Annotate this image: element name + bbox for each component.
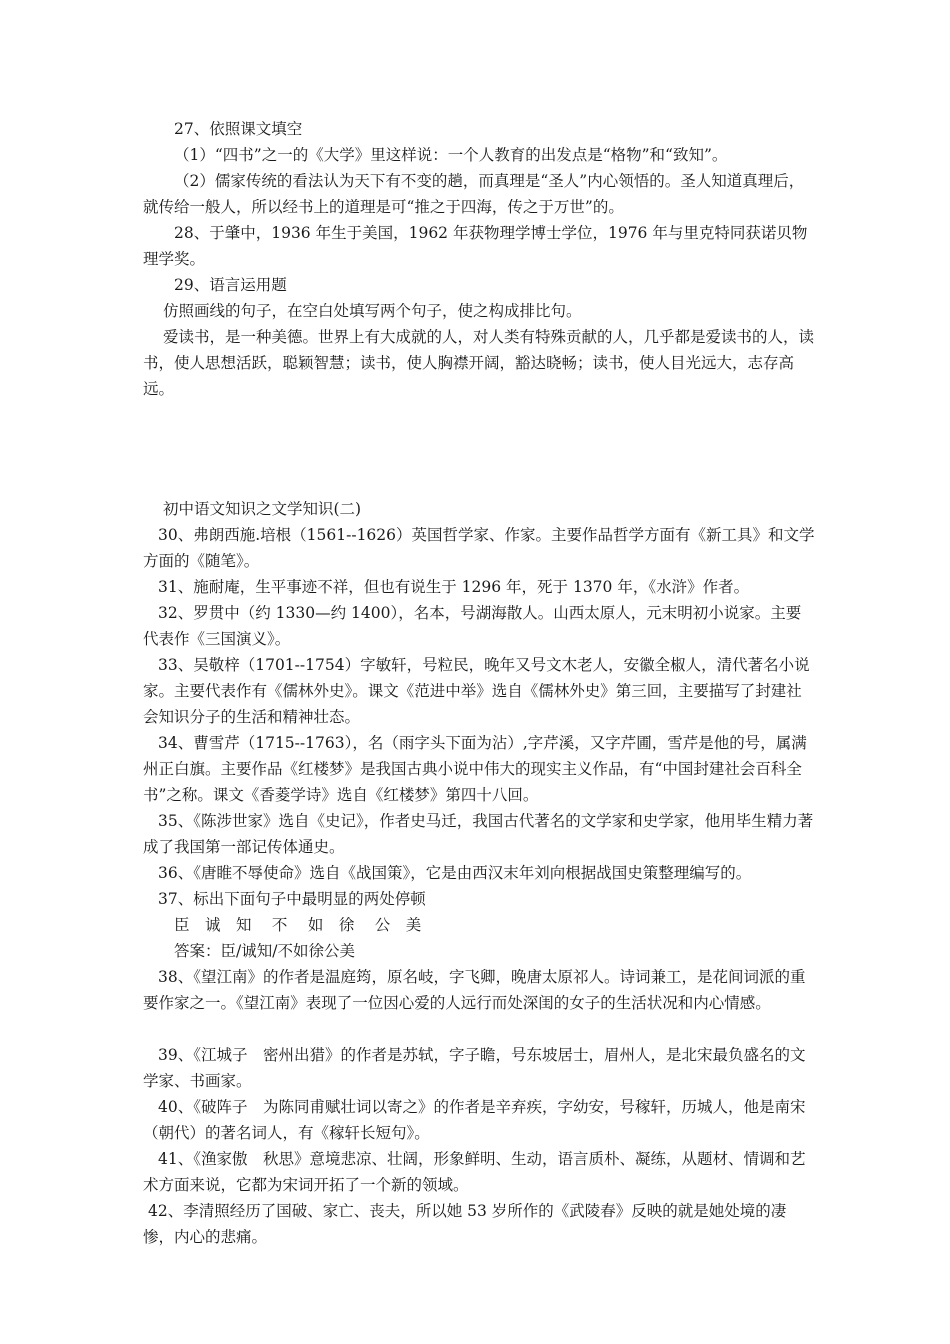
section-heading: 初中语文知识之文学知识(二) [163,500,362,518]
q33-paragraph: 33、吴敬梓（1701--1754）字敏轩，号粒民，晚年又号文木老人，安徽全椒人，清代著名小说家。主要代表作有《儒林外史》。课文《范进中举》选自《儒林外史》第三回，主要描写了封建社会知识分子的生活和精神壮态。 [143,656,810,726]
q35-paragraph: 35、《陈涉世家》选自《史记》，作者史马迁，我国古代著名的文学家和史学家，他用毕生精力著成了我国第一部记传体通史。 [143,812,814,856]
q37-sentence: 臣 诚 知 不 如 徐 公 美 [174,916,422,934]
q39-paragraph: 39、《江城子 密州出猎》的作者是苏轼，字子瞻，号东坡居士，眉州人，是北宋最负盛名的文学家、书画家。 [143,1046,806,1090]
q37-title: 37、标出下面句子中最明显的两处停顿 [158,890,426,908]
q29-instruction: 仿照画线的句子，在空白处填写两个句子，使之构成排比句。 [163,302,582,320]
q32-paragraph: 32、罗贯中（约 1330—约 1400），名本，号湖海散人。山西太原人，元末明初小说家。主要代表作《三国演义》。 [143,604,802,648]
q27-title: 27、依照课文填空 [174,120,303,138]
q29-title: 29、语言运用题 [174,276,287,294]
q28-paragraph: 28、于肇中，1936 年生于美国，1962 年获物理学博士学位，1976 年与里克特同获诺贝物理学奖。 [143,224,808,268]
q37-answer: 答案：臣/诚知/不如徐公美 [174,942,355,960]
q40-paragraph: 40、《破阵子 为陈同甫赋壮词以寄之》的作者是辛弃疾，字幼安，号稼轩，历城人，他是南宋（朝代）的著名词人，有《稼轩长短句》。 [143,1098,806,1142]
q30-paragraph: 30、弗朗西施.培根（1561--1626）英国哲学家、作家。主要作品哲学方面有《新工具》和文学方面的《随笔》。 [143,526,815,570]
q27-item-2: （2）儒家传统的看法认为天下有不变的趟，而真理是“圣人”内心领悟的。圣人知道真理后，就传给一般人，所以经书上的道理是可“推之于四海，传之于万世”的。 [143,172,805,216]
q42-paragraph: 42、李清照经历了国破、家亡、丧夫，所以她 53 岁所作的《武陵春》反映的就是她处境的凄惨，内心的悲痛。 [143,1202,787,1246]
q38-paragraph: 38、《望江南》的作者是温庭筠，原名岐，字飞卿，晚唐太原祁人。诗词兼工，是花间词派的重要作家之一。《望江南》表现了一位因心爱的人远行而处深闺的女子的生活状况和内心情感。 [143,968,806,1012]
q36-paragraph: 36、《唐睢不辱使命》选自《战国策》，它是由西汉末年刘向根据战国史策整理编写的。 [158,864,752,882]
q27-item-1: （1）“四书”之一的《大学》里这样说：一个人教育的出发点是“格物”和“致知”。 [174,146,728,164]
q41-paragraph: 41、《渔家傲 秋思》意境悲凉、壮阔，形象鲜明、生动，语言质朴、凝练，从题材、情调和艺术方面来说，它都为宋词开拓了一个新的领域。 [143,1150,806,1194]
q31-paragraph: 31、施耐庵，生平事迹不祥，但也有说生于 1296 年，死于 1370 年，《水浒》作者。 [158,578,750,596]
q34-paragraph: 34、曹雪芹（1715--1763），名（雨字头下面为沾）,字芹溪，又字芹圃，雪芹是他的号，属满州正白旗。主要作品《红楼梦》是我国古典小说中伟大的现实主义作品，有“中国封建社会百科全书”之称。课文《香菱学诗》选自《红楼梦》第四十八回。 [143,734,807,804]
q29-text: 爱读书，是一种美德。世界上有大成就的人，对人类有特殊贡献的人，几乎都是爱读书的人，读书，使人思想活跃，聪颖智慧；读书，使人胸襟开阔，豁达晓畅；读书，使人目光远大，志存高远。 [143,328,815,398]
